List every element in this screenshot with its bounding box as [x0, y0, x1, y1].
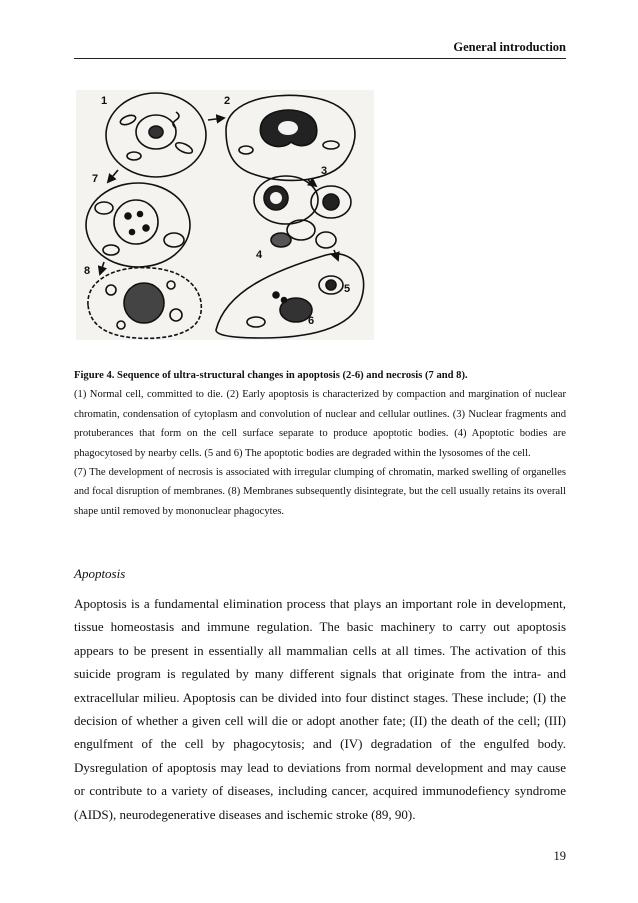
stage-label-8: 8: [84, 265, 91, 277]
stage-label-2: 2: [224, 95, 231, 107]
cell-2-early-apoptosis: [226, 95, 355, 180]
stage-label-6: 6: [308, 315, 315, 327]
caption-paragraph-necrosis: (7) The development of necrosis is associated with irregular clumping of chromatin, marked swelling of organelles and focal disruption of membranes. (8) Membranes subsequently disintegrate, but the cell usually retains its overall shape until removed by mononuclear phagocytes.: [74, 467, 566, 517]
apoptosis-figure: [76, 90, 374, 340]
stage-label-5: 5: [344, 283, 351, 295]
cell-sequence-illustration: [76, 90, 374, 340]
page-number: 19: [553, 849, 566, 863]
stage-label-3: 3: [321, 165, 328, 177]
caption-paragraph-apoptosis: (1) Normal cell, committed to die. (2) Early apoptosis is characterized by compaction and margination of nuclear chromatin, condensation of cytoplasm and convolution of nuclear and cellular outlines. (3) Nuclear fragments and protuberances that form on the cell surface separate to produce apoptotic bodies. (4) Apoptotic bodies are phagocytosed by nearby cells. (5 and 6) The apoptotic bodies are degraded within the lysosomes of the cell.: [74, 389, 566, 459]
section-body: Apoptosis is a fundamental elimination process that plays an important role in development, tissue homeostasis and immune regulation. The basic machinery to carry out apoptosis appears to be present in essentially all mammalian cells at all times. The activation of this suicide program is regulated by many different signals that originate from the intra- and extracellular milieu. Apoptosis can be divided into four distinct stages. These include; (I) the decision of whether a given cell will die or adopt another fate; (II) the death of the cell; (III) engulfment of the cell by phagocytosis; and (IV) degradation of the engulfed body. Dysregulation of apoptosis may lead to deviations from normal development and may cause or contribute to a variety of diseases, including cancer, acquired immunodefiency syndrome (AIDS), neurodegenerative diseases and ischemic stroke (89, 90).: [74, 596, 566, 822]
header-rule: [74, 58, 566, 59]
cell-4-phagocytosis: [216, 254, 364, 338]
caption-title: Figure 4. Sequence of ultra-structural changes in apoptosis (2-6) and necrosis (7 and 8).: [74, 370, 468, 381]
figure-caption: [74, 366, 566, 521]
cell-7-early-necrosis: [86, 183, 190, 267]
stage-label-7: 7: [92, 173, 99, 185]
stage-label-1: 1: [101, 95, 108, 107]
cell-3-apoptotic-bodies: [254, 176, 351, 248]
cell-8-late-necrosis: [88, 268, 201, 339]
running-header: General introduction: [453, 40, 566, 54]
section-heading: Apoptosis: [74, 566, 126, 581]
cell-1-normal: [106, 93, 206, 177]
stage-label-4: 4: [256, 249, 263, 261]
